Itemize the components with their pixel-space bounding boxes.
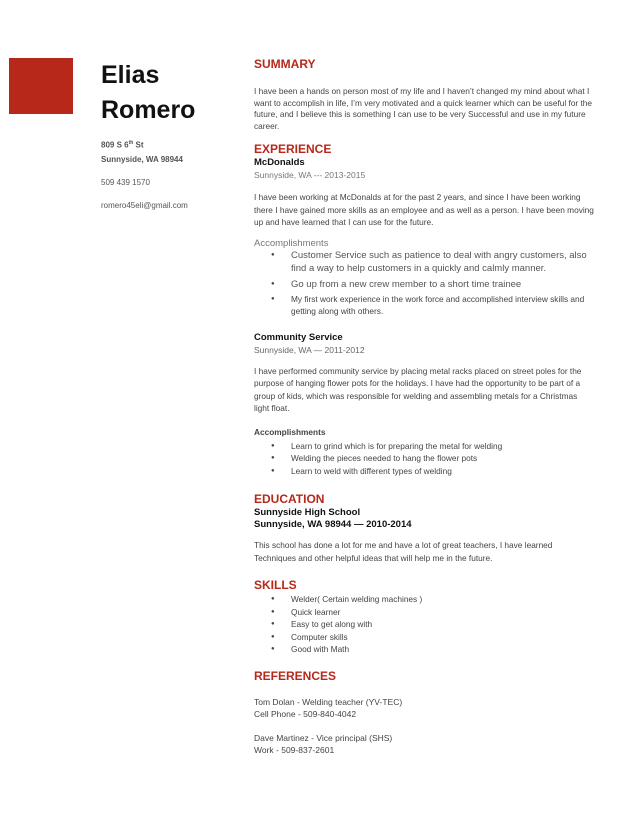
job-location: Sunnyside, WA — 2011-2012 bbox=[254, 344, 365, 355]
last-name: Romero bbox=[101, 96, 196, 124]
references-heading: REFERENCES bbox=[254, 668, 337, 683]
reference-contact: Work - 509-837-2601 bbox=[254, 744, 335, 755]
address-street: 809 S 6th St bbox=[101, 140, 144, 150]
job-org: McDonalds bbox=[254, 157, 305, 168]
phone: 509 439 1570 bbox=[101, 177, 150, 187]
summary-text: I have been a hands on person most of my life and I haven’t changed my mind about what I want to accomplish in life, I’m very motivated and a quick learner which can be useful for the future, and I believe this is something I can use to be very Successful and use in my future career. bbox=[254, 86, 593, 131]
accent-block bbox=[9, 58, 73, 114]
skills-heading: SKILLS bbox=[254, 578, 297, 592]
accomplishments-list bbox=[254, 440, 594, 478]
job-org: Community Service bbox=[254, 331, 343, 343]
list-item: ● My first work experience in the work force and accomplished interview skills and getting along with others. bbox=[254, 293, 594, 318]
reference-name: Tom Dolan - Welding teacher (YV-TEC) bbox=[254, 696, 403, 707]
summary-heading: SUMMARY bbox=[254, 57, 316, 71]
job-location: Sunnyside, WA --- 2013-2015 bbox=[254, 170, 366, 180]
list-item: ● Customer Service such as patience to deal with angry customers, also find a way to help customers in a quickly and calmly manner. bbox=[254, 249, 594, 275]
address bbox=[101, 136, 231, 167]
list-item: ● Welder( Certain welding machines ) bbox=[254, 593, 594, 606]
accomplishments-list bbox=[254, 249, 594, 318]
education-text: This school has done a lot for me and have a lot of great teachers, I have learned Techniques and other helpful ideas that will help me in the future. bbox=[254, 540, 553, 563]
accomplishments-heading: Accomplishments bbox=[254, 237, 329, 249]
school-name: Sunnyside High School bbox=[254, 507, 361, 518]
reference-name: Dave Martinez - Vice principal (SHS) bbox=[254, 732, 393, 743]
job-description: I have performed community service by placing metal racks placed on street poles for the purpose of hanging flower pots for the holidays. I have had the opportunity to be part of a group of kids, which was responsible for welding and assembling metals for a Christmas light float. bbox=[254, 365, 582, 413]
address-city: Sunnyside, WA 98944 bbox=[101, 154, 183, 164]
experience-heading: EXPERIENCE bbox=[254, 142, 332, 156]
list-item: ● Welding the pieces needed to hang the flower pots bbox=[254, 452, 594, 465]
education-heading: EDUCATION bbox=[254, 492, 325, 506]
first-name: Elias bbox=[101, 61, 160, 89]
list-item: ● Quick learner bbox=[254, 606, 594, 619]
job-community-service bbox=[254, 332, 594, 478]
school-location: Sunnyside, WA 98944 — 2010-2014 bbox=[254, 519, 412, 530]
reference-1 bbox=[254, 696, 594, 720]
list-item: ● Go up from a new crew member to a short time trainee bbox=[254, 278, 594, 291]
reference-contact: Cell Phone - 509-840-4042 bbox=[254, 708, 357, 719]
list-item: ● Easy to get along with bbox=[254, 618, 594, 631]
list-item: ● Computer skills bbox=[254, 631, 594, 644]
job-description: I have been working at McDonalds at for the past 2 years, and since I have been working there I have gained more skills as an employee and as well as a person. I have been moving up and have learned that I can use for the future. bbox=[254, 192, 594, 227]
list-item: ● Learn to grind which is for preparing the metal for welding bbox=[254, 440, 594, 453]
accomplishments-heading: Accomplishments bbox=[254, 426, 326, 437]
skills-list bbox=[254, 593, 594, 656]
list-item: ● Learn to weld with different types of welding bbox=[254, 465, 594, 478]
main-column bbox=[254, 56, 594, 756]
contact-column bbox=[101, 58, 231, 210]
list-item: ● Good with Math bbox=[254, 643, 594, 656]
job-mcdonalds bbox=[254, 157, 594, 318]
reference-2 bbox=[254, 732, 594, 756]
email: romero45eli@gmail.com bbox=[101, 200, 188, 210]
